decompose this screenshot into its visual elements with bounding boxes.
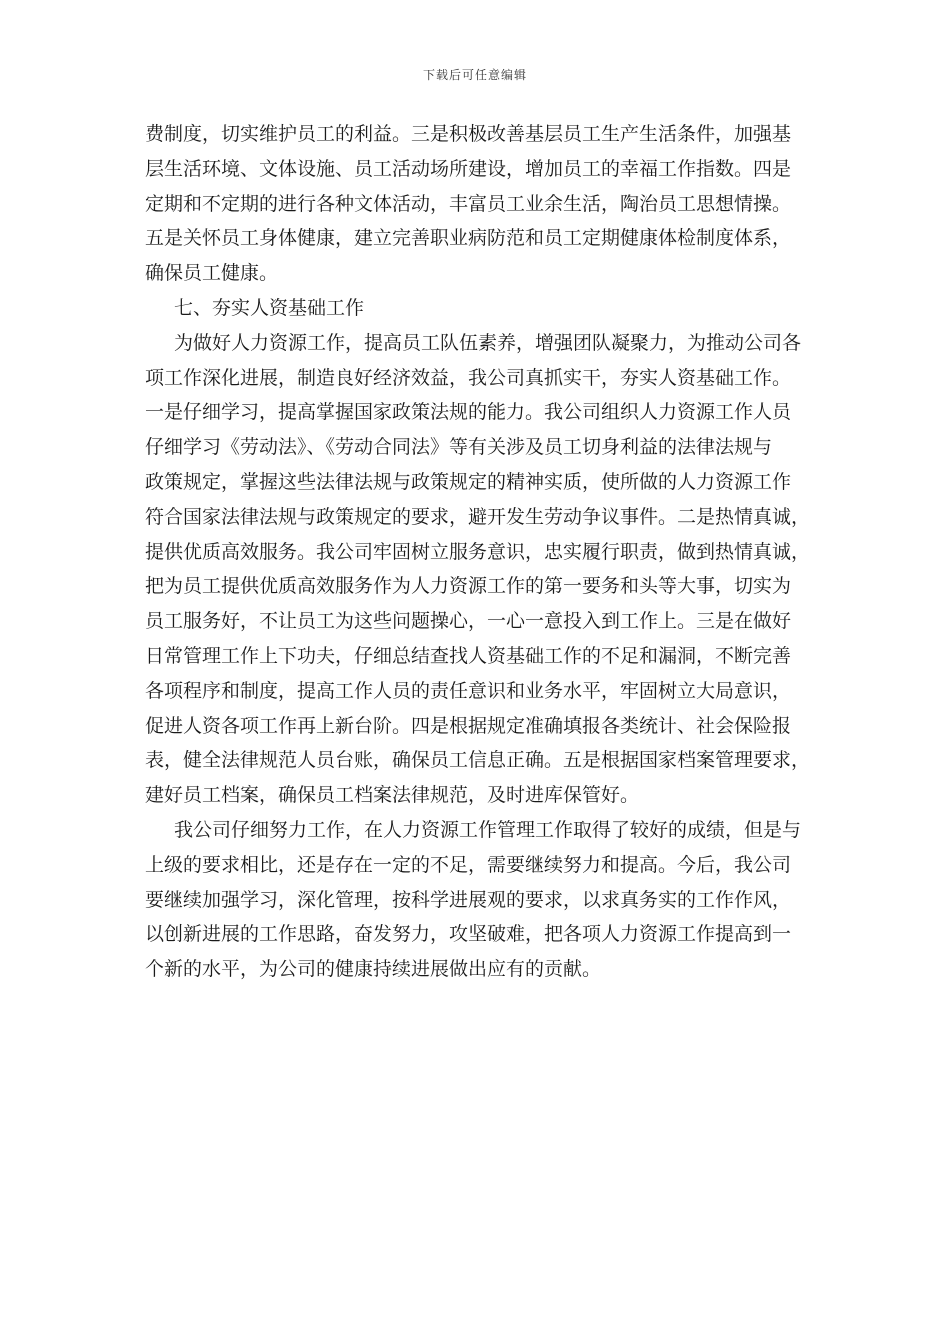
text-line: 个新的水平，为公司的健康持续进展做出应有的贡献。 (145, 958, 602, 981)
text-line: 项工作深化进展，制造良好经济效益，我公司真抓实干，夯实人资基础工作。 (145, 366, 792, 389)
text-line: 员工服务好，不让员工为这些问题操心，一心一意投入到工作上。三是在做好 (145, 610, 792, 633)
text-line: 以创新进展的工作思路，奋发努力，攻坚破难，把各项人力资源工作提高到一 (145, 923, 792, 946)
text-line: 日常管理工作上下功夫，仔细总结查找人资基础工作的不足和漏洞，不断完善 (145, 644, 792, 667)
text-line: 上级的要求相比，还是存在一定的不足，需要继续努力和提高。今后，我公司 (145, 853, 792, 876)
text-line: 一是仔细学习，提高掌握国家政策法规的能力。我公司组织人力资源工作人员 (145, 401, 792, 424)
section-heading: 七、夯实人资基础工作 (174, 296, 365, 319)
text-line: 政策规定，掌握这些法律法规与政策规定的精神实质，使所做的人力资源工作 (145, 470, 792, 493)
text-line: 建好员工档案，确保员工档案法律规范，及时进库保管好。 (145, 784, 640, 807)
text-line: 定期和不定期的进行各种文体活动，丰富员工业余生活，陶治员工思想情操。 (145, 192, 792, 215)
text-line: 仔细学习《劳动法》、《劳动合同法》等有关涉及员工切身利益的法律法规与 (145, 436, 773, 459)
text-line: 把为员工提供优质高效服务作为人力资源工作的第一要务和头等大事，切实为 (145, 575, 792, 598)
text-line: 促进人资各项工作再上新台阶。四是根据规定准确填报各类统计、社会保险报 (145, 714, 792, 737)
text-line: 我公司仔细努力工作，在人力资源工作管理工作取得了较好的成绩，但是与 (174, 818, 802, 841)
text-line: 五是关怀员工身体健康，建立完善职业病防范和员工定期健康体检制度体系， (145, 227, 792, 250)
text-line: 费制度，切实维护员工的利益。三是积极改善基层员工生产生活条件，加强基 (145, 123, 792, 145)
text-line: 各项程序和制度，提高工作人员的责任意识和业务水平，牢固树立大局意识， (145, 679, 792, 702)
text-line: 提供优质高效服务。我公司牢固树立服务意识，忠实履行职责，做到热情真诚， (145, 540, 811, 563)
body-text (145, 117, 825, 987)
page-header: 下载后可任意编辑 (422, 68, 527, 82)
text-line: 要继续加强学习，深化管理，按科学进展观的要求，以求真务实的工作作风， (145, 888, 792, 911)
text-line: 确保员工健康。 (145, 262, 279, 285)
text-line: 为做好人力资源工作，提高员工队伍素养，增强团队凝聚力，为推动公司各 (174, 331, 802, 354)
text-line: 符合国家法律法规与政策规定的要求，避开发生劳动争议事件。二是热情真诚， (145, 505, 811, 528)
text-line: 表，健全法律规范人员台账，确保员工信息正确。五是根据国家档案管理要求， (145, 749, 811, 772)
text-line: 层生活环境、文体设施、员工活动场所建设，增加员工的幸福工作指数。四是 (145, 157, 792, 180)
